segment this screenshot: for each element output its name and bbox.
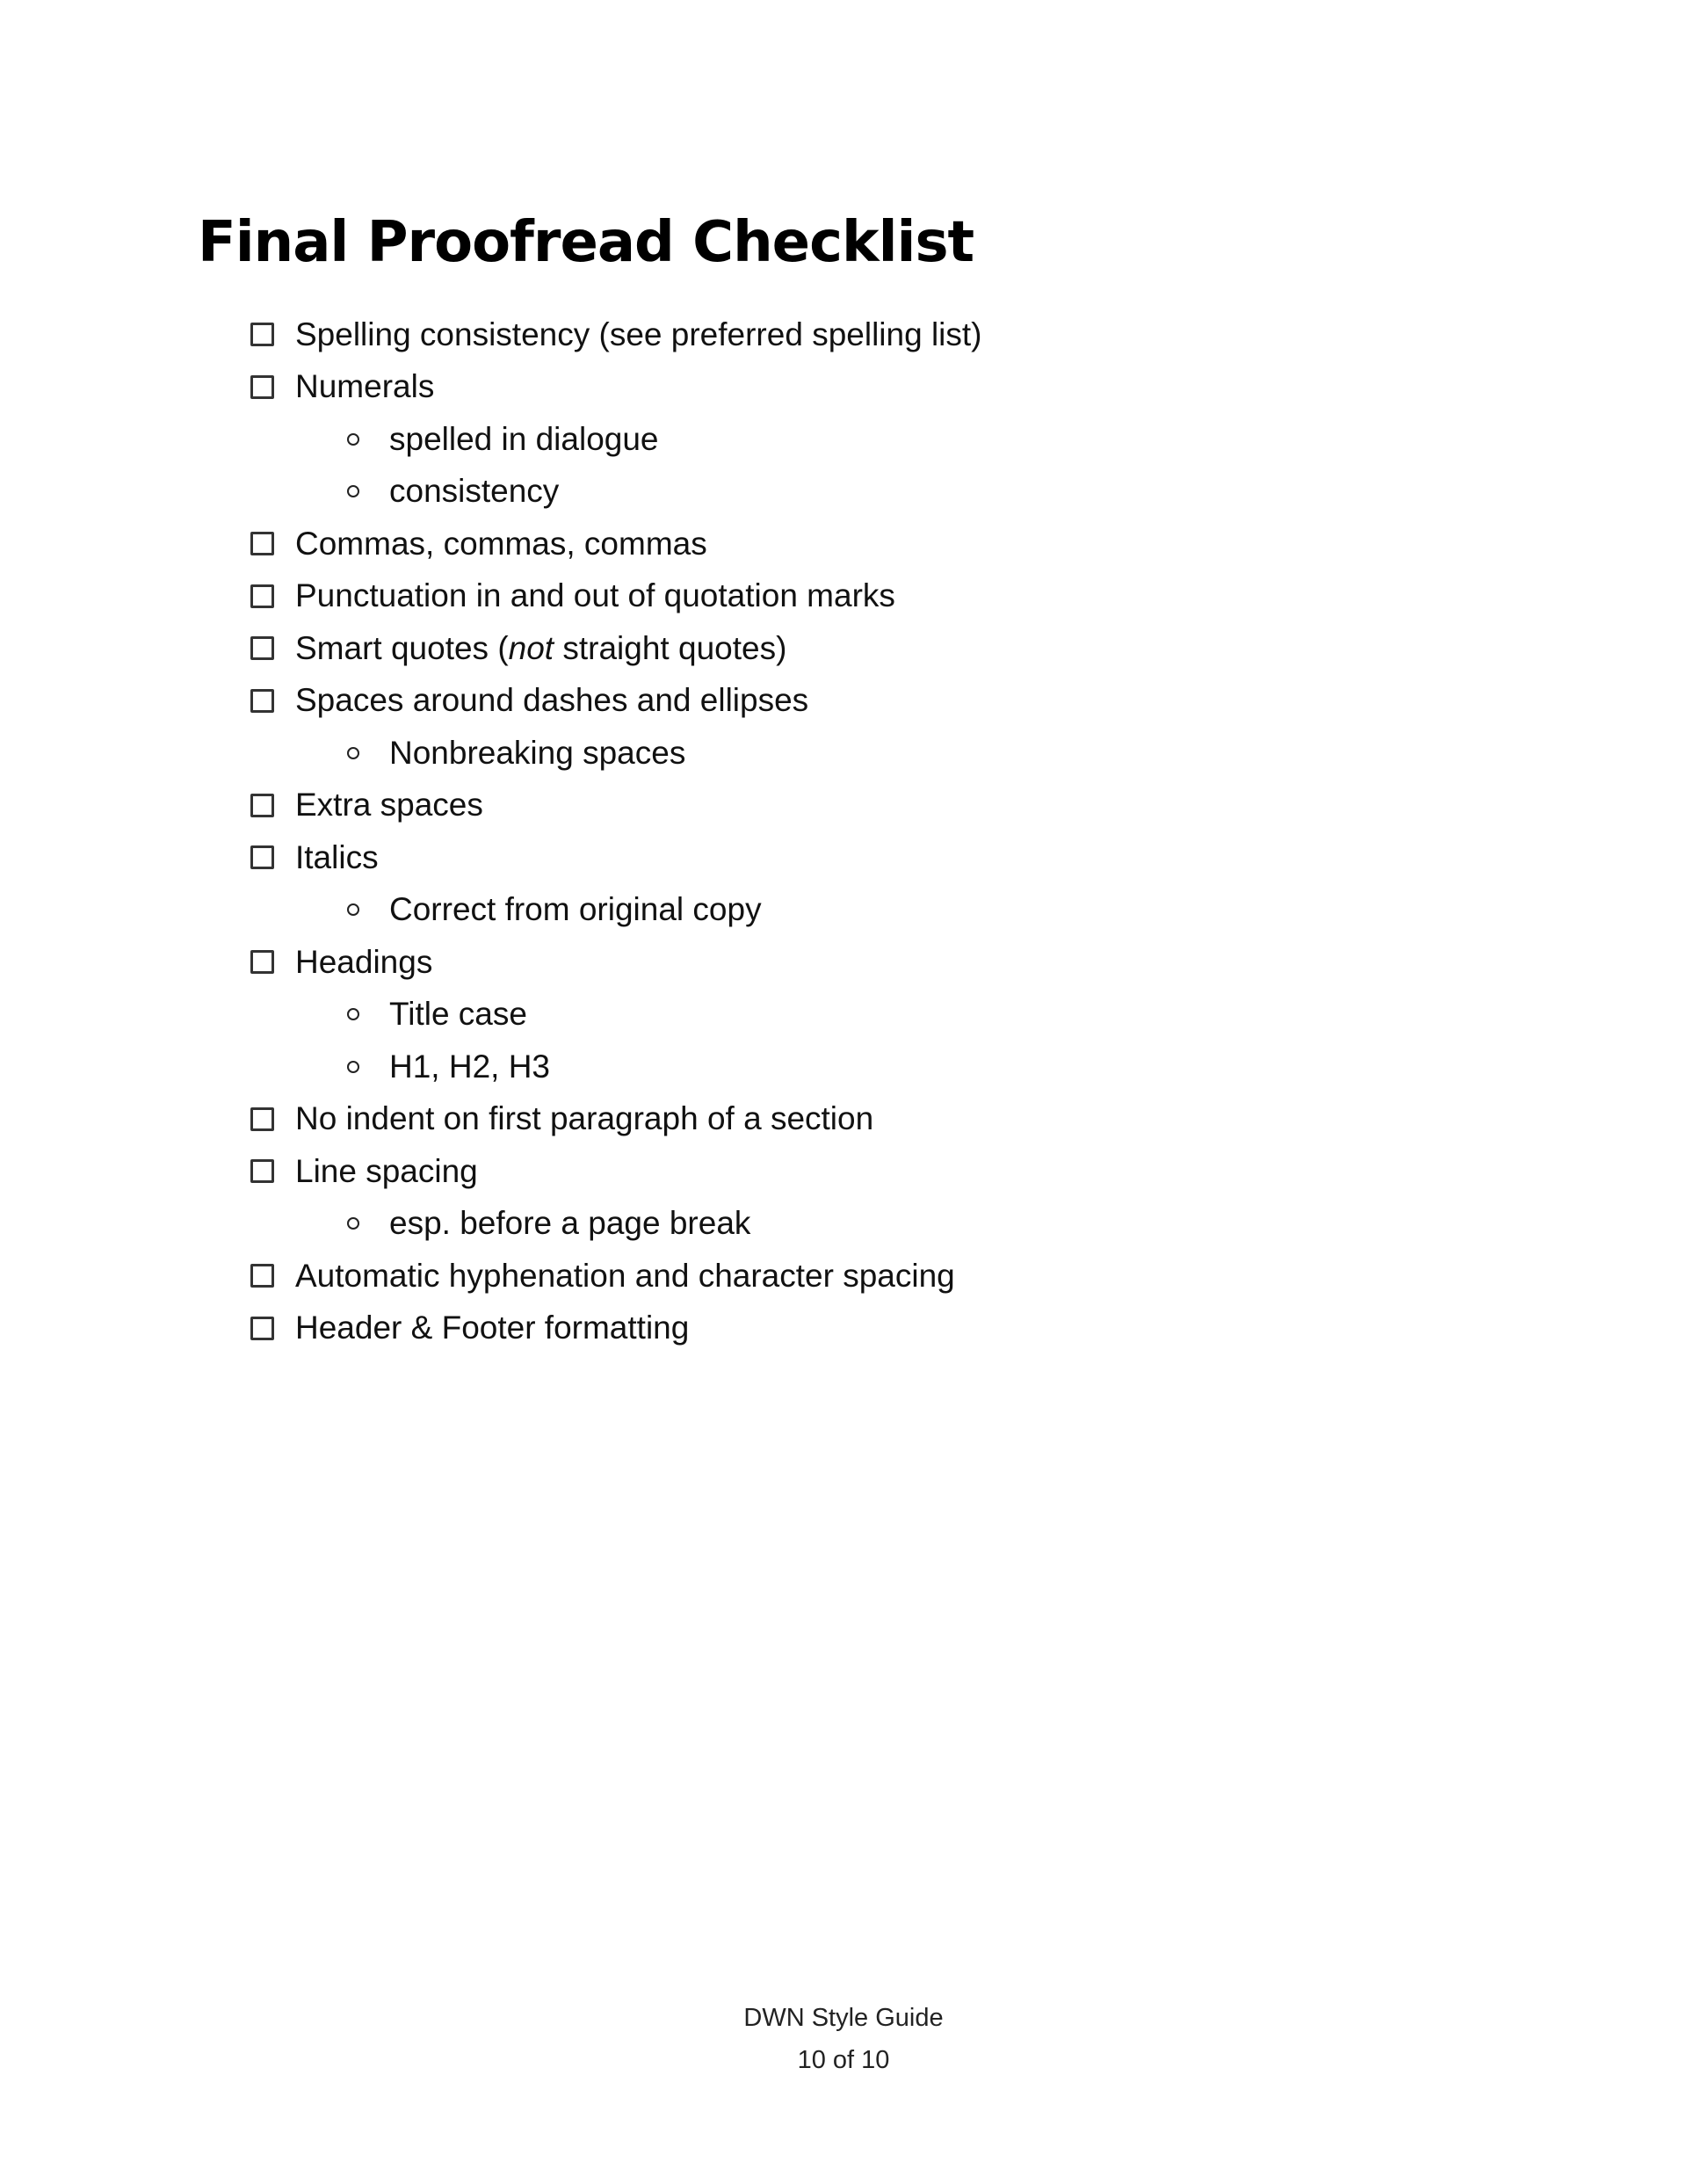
footer-document-name: DWN Style Guide [743, 2004, 944, 2032]
checklist-item[interactable] [250, 675, 981, 728]
checklist-subitem-label: Nonbreaking spaces [389, 734, 686, 771]
checklist-item-label: Spelling consistency (see preferred spelling list) [295, 316, 982, 352]
checklist-item-label: Punctuation in and out of quotation marks [295, 577, 895, 614]
checklist-subitem [250, 1041, 981, 1093]
checklist-item-label: Extra spaces [295, 787, 483, 824]
checklist-item[interactable] [250, 361, 981, 414]
checklist-item-label: Header & Footer formatting [295, 1310, 690, 1346]
checkbox-icon[interactable] [250, 845, 274, 869]
checklist-item[interactable] [250, 936, 981, 989]
hollow-bullet-icon [347, 485, 359, 497]
hollow-bullet-icon [347, 1008, 359, 1020]
checkbox-icon[interactable] [250, 636, 274, 660]
proofread-checklist [250, 308, 981, 1354]
checkbox-icon[interactable] [250, 532, 274, 555]
checklist-item-label [295, 630, 786, 667]
checklist-item[interactable] [250, 308, 981, 361]
checklist-subitem [250, 466, 981, 519]
hollow-bullet-icon [347, 903, 359, 916]
checklist-item-label: Automatic hyphenation and character spacing [295, 1257, 955, 1294]
footer-page-number: 10 of 10 [797, 2046, 890, 2074]
checklist-item[interactable] [250, 1093, 981, 1146]
checklist-item[interactable] [250, 1250, 981, 1302]
checklist-subitem-label: H1, H2, H3 [389, 1048, 551, 1085]
checklist-item[interactable] [250, 622, 981, 675]
hollow-bullet-icon [347, 1217, 359, 1230]
checkbox-icon[interactable] [250, 1264, 274, 1288]
checklist-item-label: Numerals [295, 368, 435, 405]
checklist-subitem [250, 884, 981, 937]
item-text-before: Smart quotes ( [295, 629, 509, 666]
checkbox-icon[interactable] [250, 1159, 274, 1183]
checklist-subitem [250, 727, 981, 780]
page-title: Final Proofread Checklist [198, 210, 974, 275]
checkbox-icon[interactable] [250, 950, 274, 974]
checklist-item-label: No indent on first paragraph of a section [295, 1100, 874, 1137]
checklist-subitem-label: esp. before a page break [389, 1205, 751, 1242]
checkbox-icon[interactable] [250, 1107, 274, 1131]
checklist-subitem-label: consistency [389, 473, 560, 510]
checklist-item-label: Commas, commas, commas [295, 525, 707, 562]
checklist-item[interactable] [250, 570, 981, 623]
checklist-item[interactable] [250, 1302, 981, 1355]
checkbox-icon[interactable] [250, 375, 274, 399]
checkbox-icon[interactable] [250, 689, 274, 713]
checkbox-icon[interactable] [250, 323, 274, 346]
hollow-bullet-icon [347, 747, 359, 759]
hollow-bullet-icon [347, 1061, 359, 1073]
checklist-subitem-label: spelled in dialogue [389, 420, 659, 457]
checklist-item-label: Line spacing [295, 1152, 478, 1189]
checklist-subitem-label: Correct from original copy [389, 891, 762, 928]
checklist-item-label: Headings [295, 943, 433, 980]
checklist-subitem-label: Title case [389, 996, 527, 1033]
item-text-after: straight quotes) [554, 629, 787, 666]
checklist-subitem [250, 413, 981, 466]
hollow-bullet-icon [347, 433, 359, 446]
checklist-subitem [250, 1198, 981, 1251]
checkbox-icon[interactable] [250, 584, 274, 608]
checklist-item[interactable] [250, 780, 981, 832]
checklist-subitem [250, 989, 981, 1041]
checkbox-icon[interactable] [250, 1317, 274, 1340]
page-footer [0, 1997, 1687, 2081]
checkbox-icon[interactable] [250, 794, 274, 817]
checklist-item-label: Spaces around dashes and ellipses [295, 682, 809, 719]
item-text-emphasis: not [508, 629, 554, 666]
checklist-item[interactable] [250, 518, 981, 570]
checklist-item[interactable] [250, 831, 981, 884]
checklist-item[interactable] [250, 1145, 981, 1198]
checklist-item-label: Italics [295, 838, 379, 875]
